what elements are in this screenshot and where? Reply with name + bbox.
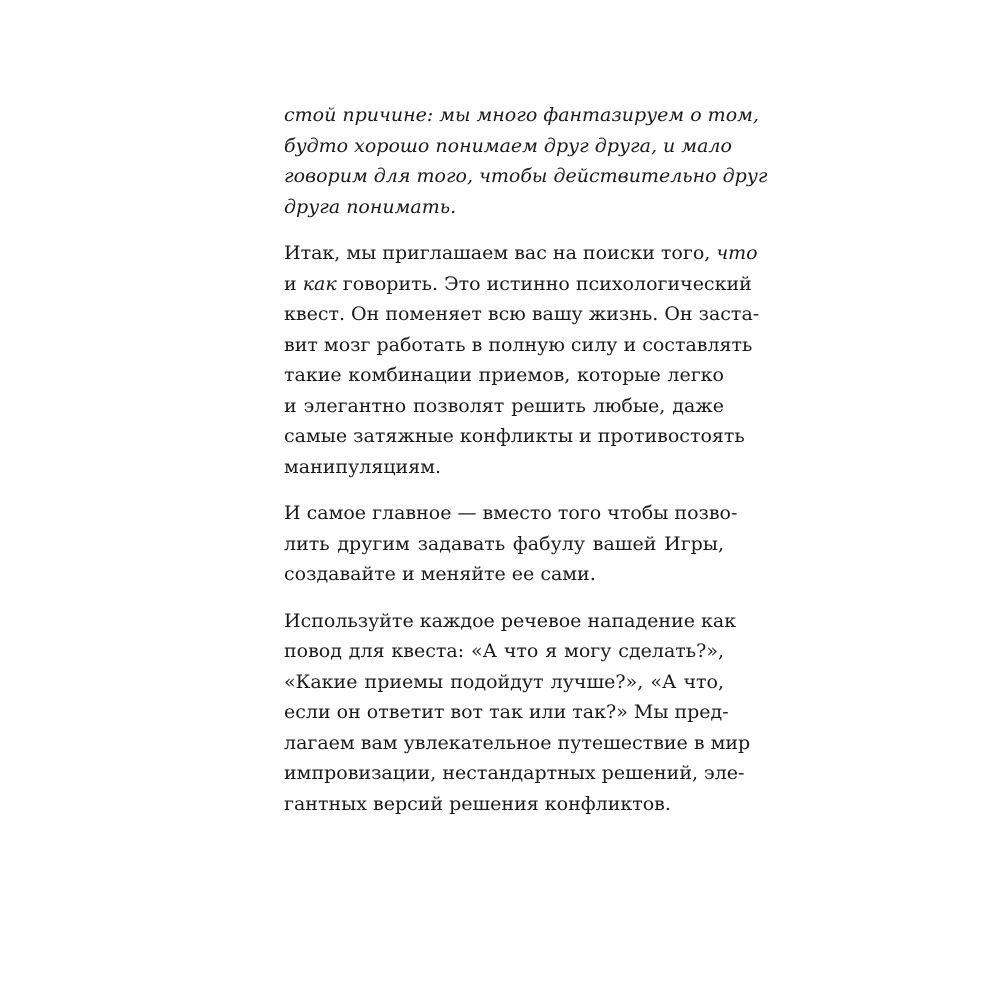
text-line: стой причине: мы много фантазируем о том, bbox=[284, 104, 759, 126]
emphasis-what: что bbox=[716, 242, 758, 264]
text-line: если он ответит вот так или так?» Мы пред- bbox=[284, 701, 729, 723]
text-line: будто хорошо понимаем друг друга, и мало bbox=[284, 134, 732, 157]
text-segment: и bbox=[284, 272, 303, 295]
text-line: и элегантно позволят решить любые, даже bbox=[284, 394, 724, 417]
text-line: гантных версий решения конфликтов. bbox=[284, 792, 671, 815]
text-line: «Какие приемы подойдут лучше?», «А что, bbox=[284, 670, 724, 693]
text-line: вит мозг работать в полную силу и составлять bbox=[284, 333, 753, 356]
text-line: друга понимать. bbox=[284, 195, 457, 218]
text-line: создавайте и меняйте ее сами. bbox=[284, 563, 596, 585]
text-line: манипуляциям. bbox=[284, 455, 442, 478]
paragraph-4 bbox=[284, 606, 751, 820]
text-line: такие комбинации приемов, которые легко bbox=[284, 364, 724, 386]
text-line: Используйте каждое речевое нападение как bbox=[284, 609, 737, 632]
text-line: И самое главное — вместо того чтобы позво- bbox=[284, 502, 738, 524]
text-line: повод для квеста: «А что я могу сделать?», bbox=[284, 640, 724, 662]
text-line: лить другим задавать фабулу вашей Игры, bbox=[284, 532, 724, 555]
paragraph-1 bbox=[284, 100, 768, 222]
text-line: квест. Он поменяет всю вашу жизнь. Он заста- bbox=[284, 303, 760, 325]
text-line bbox=[284, 238, 758, 269]
text-line bbox=[284, 269, 752, 300]
text-line: лагаем вам увлекательное путешествие в мир bbox=[284, 731, 751, 754]
text-line: говорим для того, чтобы действительно друг bbox=[284, 165, 768, 187]
paragraph-2 bbox=[284, 238, 760, 482]
text-line: импровизации, нестандартных решений, эле- bbox=[284, 762, 745, 784]
text-line: самые затяжные конфликты и противостоять bbox=[284, 425, 745, 447]
text-segment: Итак, мы приглашаем вас на поиски того, bbox=[284, 242, 717, 264]
emphasis-how: как bbox=[302, 272, 337, 295]
paragraph-3 bbox=[284, 498, 738, 590]
book-page bbox=[284, 100, 768, 835]
text-segment: говорить. Это истинно психологический bbox=[336, 272, 752, 295]
